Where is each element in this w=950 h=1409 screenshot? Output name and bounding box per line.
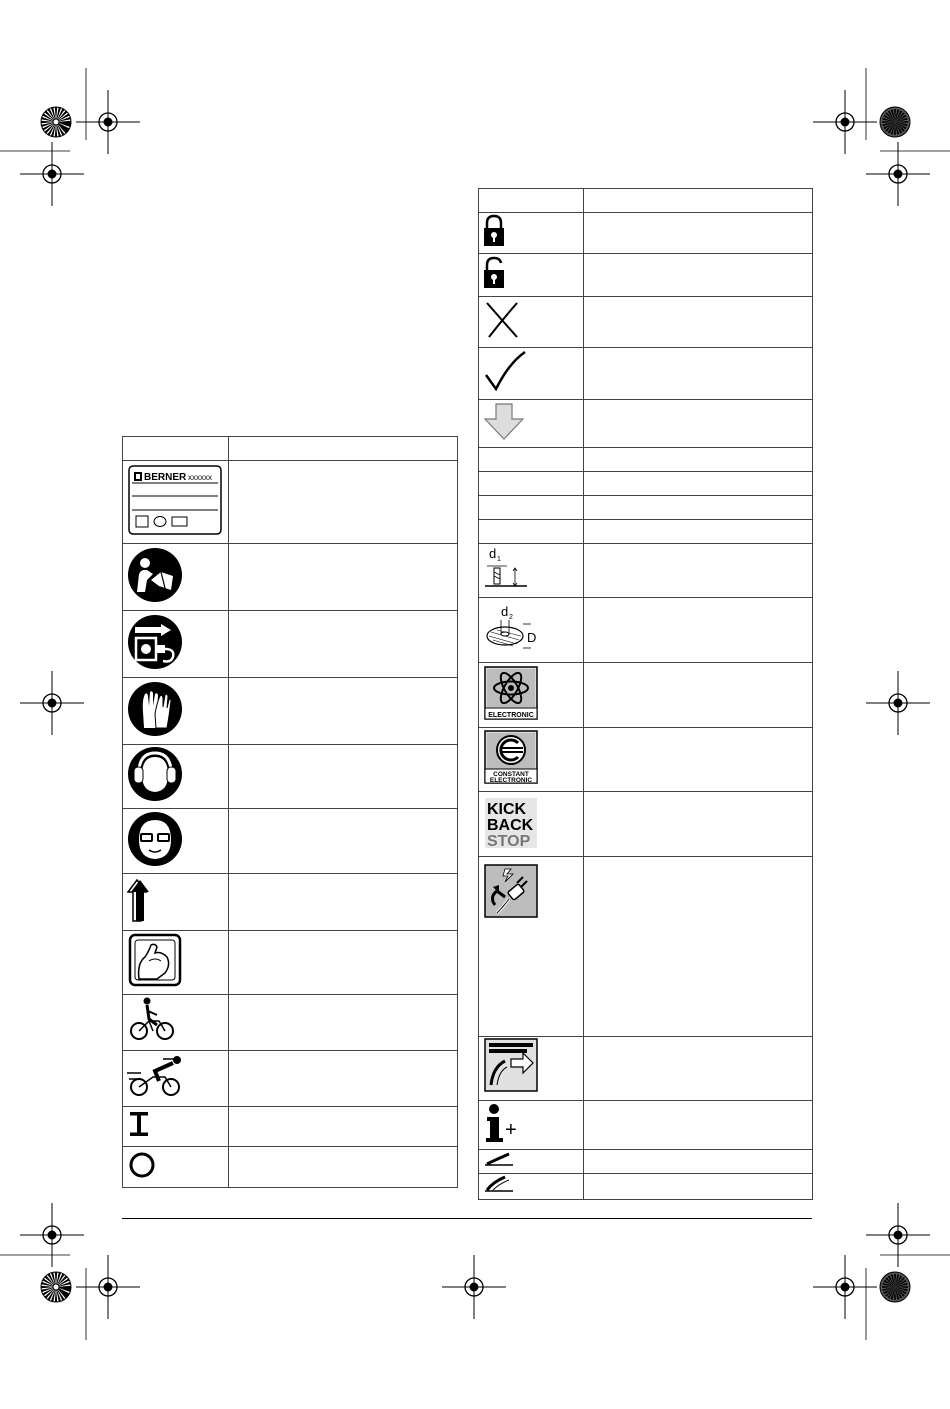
info-plus-label: + [505,1118,517,1141]
description-cell [584,213,813,254]
description-cell [229,544,458,611]
stop-label: STOP [487,832,531,850]
header-cell [584,189,813,213]
description-cell [229,931,458,995]
description-cell [584,297,813,348]
kickback-stop-icon [483,794,539,850]
down-arrow-icon [483,401,527,441]
right-symbol-table [478,188,813,1200]
d1-label: d [489,546,497,561]
symbol-cell [479,520,584,544]
table-row [479,400,813,448]
table-row [123,544,458,611]
nameplate-label-icon [127,463,223,537]
description-cell [584,400,813,448]
table-row [479,1037,813,1101]
description-cell [229,1051,458,1107]
description-cell [584,1037,813,1101]
table-row [123,1107,458,1147]
table-row [479,663,813,728]
nameplate-brand: BERNER [144,471,187,483]
table-row [479,472,813,496]
additional-info-icon [483,1102,527,1144]
description-cell [584,348,813,400]
description-cell [229,678,458,745]
description-cell [584,544,813,598]
description-cell [584,598,813,663]
description-cell [229,1107,458,1147]
arm-strength-icon [127,931,183,989]
table-row [479,857,813,1037]
table-row [479,544,813,598]
unplug-before-service-icon [127,613,183,671]
description-cell [584,857,813,1037]
table-row [479,728,813,792]
description-cell [584,1101,813,1150]
d2-label: d [501,603,509,619]
description-cell [229,809,458,874]
description-cell [229,611,458,678]
symbol-cell [479,472,584,496]
footer-rule [122,1218,812,1219]
header-cell [229,437,458,461]
check-mark-icon [483,349,529,393]
table-row [479,448,813,472]
wear-eye-protection-icon [127,810,183,868]
constant-label: CONSTANT [493,771,529,778]
description-cell [584,448,813,472]
description-cell [584,1174,813,1200]
table-row [123,678,458,745]
description-cell [229,1147,458,1188]
description-cell [229,461,458,544]
table-row [479,792,813,857]
restart-protection-icon [483,863,539,919]
table-row [123,611,458,678]
power-off-symbol-icon [127,1149,159,1181]
up-arrow-icon [127,875,183,925]
read-manual-icon [127,546,183,604]
description-cell [584,520,813,544]
table-row [123,745,458,809]
fast-cyclist-icon [127,1051,191,1101]
kick-label: KICK [487,800,527,818]
table-row [123,995,458,1051]
padlock-closed-icon [483,214,507,248]
description-cell [584,472,813,496]
symbol-cell [479,448,584,472]
table-header-row [123,437,458,461]
padlock-open-icon [483,256,507,290]
description-cell [229,874,458,931]
cross-mark-icon [483,299,523,341]
description-cell [584,1150,813,1174]
description-cell [584,663,813,728]
constant-electronic-icon [483,729,539,785]
table-row [479,213,813,254]
table-header-row [479,189,813,213]
slow-cyclist-icon [127,995,183,1045]
table-row [479,496,813,520]
big-d-label: D [527,629,537,645]
table-row [479,1101,813,1150]
description-cell [584,728,813,792]
table-row [123,1147,458,1188]
table-row [479,598,813,663]
d1-sub-label: 1 [497,556,501,563]
description-cell [229,745,458,809]
steep-angle-icon [483,1174,515,1194]
table-row [123,809,458,874]
header-cell [123,437,229,461]
left-symbol-table [122,436,458,1188]
description-cell [584,792,813,857]
wear-ear-protection-icon [127,745,183,803]
constant-electronic-label: ELECTRONIC [489,777,533,784]
header-cell [479,189,584,213]
table-row [123,874,458,931]
nameplate-code: xxxxxx [188,472,212,482]
overload-protection-icon [483,1037,539,1095]
table-row [479,254,813,297]
description-cell [584,496,813,520]
flat-angle-icon [483,1150,515,1168]
table-row [479,1174,813,1200]
description-cell [584,254,813,297]
back-label: BACK [487,816,534,834]
description-cell [229,995,458,1051]
electronic-icon [483,665,539,721]
table-row [123,931,458,995]
table-row [479,297,813,348]
electronic-label: ELECTRONIC [488,711,534,719]
power-on-symbol-icon [127,1109,157,1139]
disc-diameter-icon [483,602,543,654]
table-row [123,1051,458,1107]
table-row [479,520,813,544]
d2-sub-label: 2 [509,613,513,621]
shank-diameter-icon [483,544,533,592]
symbol-cell [479,496,584,520]
table-row [479,1150,813,1174]
wear-gloves-icon [127,680,183,738]
table-row [123,461,458,544]
table-row [479,348,813,400]
